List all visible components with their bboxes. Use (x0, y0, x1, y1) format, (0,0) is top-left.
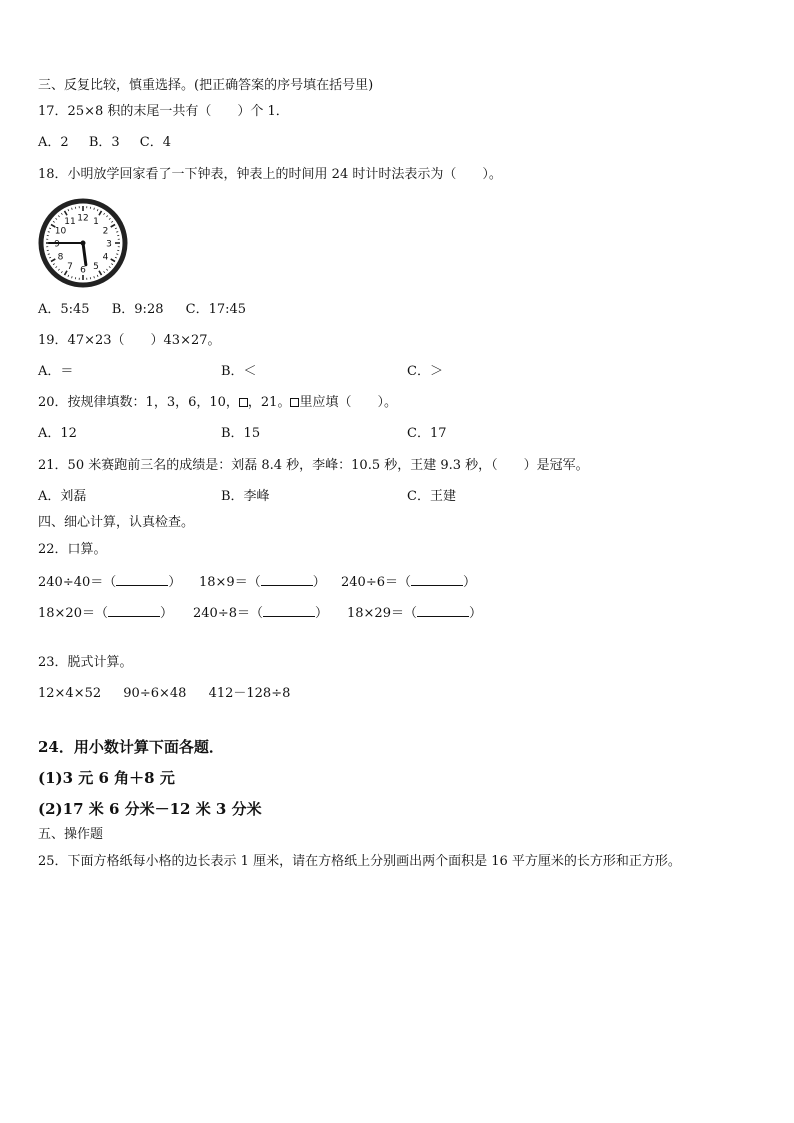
q25-stem: 25．下面方格纸每小格的边长表示 1 厘米，请在方格纸上分别画出两个面积是 16 平方厘米的长方形和正方形。 (38, 854, 681, 869)
q22-item (193, 602, 328, 621)
q18-option-c: C．17:45 (185, 302, 247, 317)
answer-blank[interactable] (261, 573, 313, 586)
q23-item: 90÷6×48 (123, 686, 187, 701)
clock-number: 11 (64, 216, 76, 227)
q22-title: 22．口算。 (38, 542, 107, 557)
q20-stem-c: 里应填（ ）。 (299, 395, 397, 410)
q18-options (38, 301, 246, 319)
q22-close-paren: ） (312, 575, 326, 590)
q24-item-2: (2)17 米 6 分米－12 米 3 分米 (38, 800, 262, 818)
clock-number: 2 (102, 226, 109, 237)
q20-stem (38, 394, 397, 412)
clock-number: 5 (93, 262, 99, 273)
q24-title: 24．用小数计算下面各题． (38, 738, 224, 756)
clock-center (81, 241, 86, 246)
q17-stem: 17．25×8 积的末尾一共有（ ）个 1． (38, 104, 289, 119)
clock-image (38, 198, 128, 288)
q23-items (38, 685, 290, 703)
q22-item (38, 602, 173, 621)
q22-item (199, 571, 326, 590)
q17-options (38, 134, 171, 152)
q18-option-a: A．5:45 (38, 302, 90, 317)
answer-blank[interactable] (108, 604, 160, 617)
clock-number: 3 (106, 239, 112, 250)
q23-item: 12×4×52 (38, 686, 102, 701)
q22-expression: 18×29＝（ (347, 606, 417, 621)
clock-number: 12 (77, 213, 89, 224)
q22-expression: 18×9＝（ (199, 575, 261, 590)
q17-option-a: A．2 (38, 135, 69, 150)
q18-stem: 18．小明放学回家看了一下钟表，钟表上的时间用 24 时计时法表示为（ ）。 (38, 167, 502, 182)
q22-item (341, 571, 476, 590)
q19-stem (38, 332, 221, 350)
q19-option-c: C．＞ (407, 364, 443, 379)
clock-number: 10 (54, 226, 67, 237)
q19-option-b: B．＜ (221, 364, 257, 379)
q22-item (347, 602, 482, 621)
q22-close-paren: ） (168, 575, 182, 590)
q23-title: 23．脱式计算。 (38, 655, 133, 670)
q22-close-paren: ） (462, 575, 476, 590)
section3-heading: 三、反复比较，慎重选择。(把正确答案的序号填在括号里) (38, 78, 374, 93)
answer-blank[interactable] (417, 604, 469, 617)
q21-option-a: A．刘磊 (38, 489, 87, 504)
q17-option-b: B．3 (88, 135, 120, 150)
q22-item (38, 571, 181, 590)
clock-number: 7 (67, 262, 73, 273)
section4-heading: 四、细心计算，认真检查。 (38, 515, 195, 530)
q20-option-a: A．12 (38, 426, 77, 441)
answer-blank[interactable] (411, 573, 463, 586)
q19-stem-b: ）43×27。 (150, 333, 221, 348)
q23-item: 412－128÷8 (208, 686, 291, 701)
answer-blank[interactable] (263, 604, 315, 617)
q22-expression: 240÷8＝（ (193, 606, 263, 621)
q17-option-c: C．4 (139, 135, 171, 150)
q18-option-b: B．9:28 (111, 302, 164, 317)
q20-option-b: B．15 (221, 426, 261, 441)
section5-heading: 五、操作题 (38, 827, 104, 842)
q20-stem-a: 20．按规律填数：1，3，6，10， (38, 395, 239, 410)
q19-stem-a: 19．47×23（ (38, 333, 125, 348)
q19-option-a: A．＝ (38, 364, 74, 379)
q20-option-c: C．17 (407, 426, 447, 441)
q22-close-paren: ） (314, 606, 328, 621)
clock-number: 4 (102, 252, 109, 263)
q22-expression: 240÷40＝（ (38, 575, 117, 590)
q20-stem-b: ，21。 (247, 395, 291, 410)
clock-number: 1 (93, 216, 99, 227)
clock-number: 9 (54, 239, 60, 250)
q22-expression: 18×20＝（ (38, 606, 108, 621)
q22-expression: 240÷6＝（ (341, 575, 411, 590)
q21-stem: 21．50 米赛跑前三名的成绩是：刘磊 8.4 秒，李峰：10.5 秒，王建 9.3 秒，（ ）是冠军。 (38, 458, 589, 473)
clock-number: 8 (57, 252, 64, 263)
blank-square-icon (239, 398, 248, 407)
q24-item-1: (1)3 元 6 角＋8 元 (38, 769, 175, 787)
clock-number: 6 (80, 265, 86, 276)
q21-option-b: B．李峰 (221, 489, 270, 504)
q21-option-c: C．王建 (407, 489, 456, 504)
q22-close-paren: ） (159, 606, 173, 621)
q22-close-paren: ） (468, 606, 482, 621)
answer-blank[interactable] (116, 573, 168, 586)
